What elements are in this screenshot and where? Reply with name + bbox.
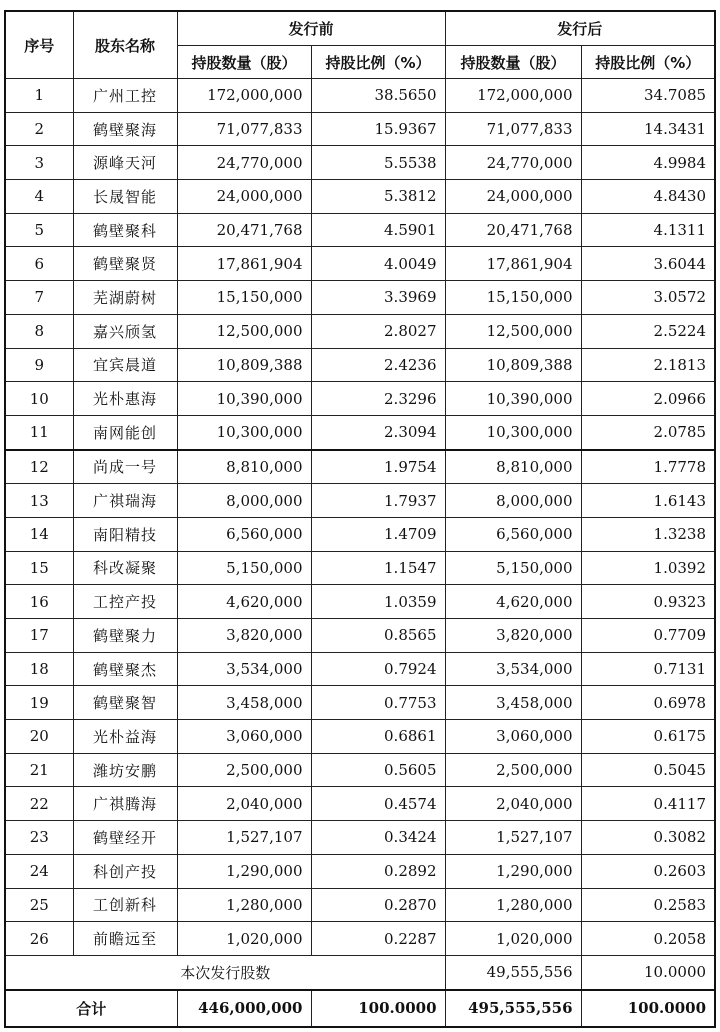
row-before-ratio: 38.5650: [311, 79, 445, 113]
row-name: 鹤壁聚科: [73, 213, 177, 247]
row-after-ratio: 0.6175: [581, 720, 715, 754]
row-name: 工创新科: [73, 888, 177, 922]
shareholding-table-container: [4, 10, 716, 1028]
row-seq: 23: [5, 821, 73, 855]
issue-label: 本次发行股数: [5, 955, 445, 989]
row-after-ratio: 1.7778: [581, 450, 715, 484]
row-before-shares: 1,290,000: [177, 854, 311, 888]
row-name: 宜宾晨道: [73, 348, 177, 382]
table-row: [5, 112, 715, 146]
row-seq: 21: [5, 753, 73, 787]
table-row: [5, 146, 715, 180]
row-after-shares: 4,620,000: [445, 585, 581, 619]
row-seq: 10: [5, 382, 73, 416]
row-before-ratio: 0.5605: [311, 753, 445, 787]
row-after-ratio: 0.7709: [581, 619, 715, 653]
row-after-ratio: 0.3082: [581, 821, 715, 855]
row-after-shares: 3,458,000: [445, 686, 581, 720]
total-before-shares: 446,000,000: [177, 990, 311, 1027]
issue-row: [5, 955, 715, 989]
row-name: 鹤壁聚海: [73, 112, 177, 146]
row-after-ratio: 14.3431: [581, 112, 715, 146]
row-before-ratio: 0.4574: [311, 787, 445, 821]
row-name: 鹤壁聚杰: [73, 652, 177, 686]
table-row: [5, 348, 715, 382]
issue-after-shares: 49,555,556: [445, 955, 581, 989]
row-name: 科改凝聚: [73, 551, 177, 585]
row-before-ratio: 3.3969: [311, 281, 445, 315]
row-name: 尚成一号: [73, 450, 177, 484]
header-before: 发行前: [177, 11, 445, 46]
table-row: [5, 314, 715, 348]
issue-after-ratio: 10.0000: [581, 955, 715, 989]
table-row: [5, 517, 715, 551]
row-before-shares: 12,500,000: [177, 314, 311, 348]
table-row: [5, 213, 715, 247]
row-before-ratio: 2.4236: [311, 348, 445, 382]
row-seq: 13: [5, 484, 73, 518]
row-after-shares: 1,280,000: [445, 888, 581, 922]
row-seq: 5: [5, 213, 73, 247]
row-seq: 18: [5, 652, 73, 686]
table-row: [5, 787, 715, 821]
row-after-shares: 12,500,000: [445, 314, 581, 348]
row-after-shares: 3,820,000: [445, 619, 581, 653]
row-after-shares: 3,060,000: [445, 720, 581, 754]
row-name: 嘉兴颀氢: [73, 314, 177, 348]
total-after-ratio: 100.0000: [581, 990, 715, 1027]
row-name: 科创产投: [73, 854, 177, 888]
row-before-shares: 24,000,000: [177, 180, 311, 214]
row-seq: 20: [5, 720, 73, 754]
row-after-ratio: 1.6143: [581, 484, 715, 518]
table-row: [5, 619, 715, 653]
row-after-shares: 71,077,833: [445, 112, 581, 146]
row-after-ratio: 2.0966: [581, 382, 715, 416]
row-seq: 8: [5, 314, 73, 348]
row-before-shares: 5,150,000: [177, 551, 311, 585]
row-before-ratio: 0.2892: [311, 854, 445, 888]
row-before-ratio: 2.3296: [311, 382, 445, 416]
row-seq: 6: [5, 247, 73, 281]
row-name: 光朴益海: [73, 720, 177, 754]
table-row: [5, 888, 715, 922]
row-after-shares: 20,471,768: [445, 213, 581, 247]
header-seq: 序号: [5, 11, 73, 79]
row-after-ratio: 0.4117: [581, 787, 715, 821]
row-name: 南阳精技: [73, 517, 177, 551]
row-before-shares: 172,000,000: [177, 79, 311, 113]
row-after-shares: 17,861,904: [445, 247, 581, 281]
row-after-shares: 172,000,000: [445, 79, 581, 113]
row-name: 南网能创: [73, 415, 177, 449]
table-row: [5, 79, 715, 113]
header-after-ratio: 持股比例（%）: [581, 46, 715, 79]
row-seq: 16: [5, 585, 73, 619]
row-after-ratio: 4.9984: [581, 146, 715, 180]
row-before-shares: 71,077,833: [177, 112, 311, 146]
row-before-shares: 1,020,000: [177, 922, 311, 956]
row-seq: 19: [5, 686, 73, 720]
table-row: [5, 821, 715, 855]
row-after-shares: 24,000,000: [445, 180, 581, 214]
row-before-shares: 15,150,000: [177, 281, 311, 315]
row-seq: 7: [5, 281, 73, 315]
row-before-shares: 6,560,000: [177, 517, 311, 551]
row-name: 芜湖蔚树: [73, 281, 177, 315]
header-after: 发行后: [445, 11, 715, 46]
row-before-shares: 24,770,000: [177, 146, 311, 180]
row-before-shares: 3,060,000: [177, 720, 311, 754]
table-row: [5, 450, 715, 484]
table-row: [5, 720, 715, 754]
row-name: 广祺瑞海: [73, 484, 177, 518]
row-after-shares: 1,527,107: [445, 821, 581, 855]
row-after-ratio: 2.5224: [581, 314, 715, 348]
row-name: 广州工控: [73, 79, 177, 113]
row-before-ratio: 4.0049: [311, 247, 445, 281]
row-name: 鹤壁聚智: [73, 686, 177, 720]
total-before-ratio: 100.0000: [311, 990, 445, 1027]
row-name: 鹤壁经开: [73, 821, 177, 855]
row-before-shares: 3,534,000: [177, 652, 311, 686]
row-after-shares: 5,150,000: [445, 551, 581, 585]
header-after-shares: 持股数量（股）: [445, 46, 581, 79]
row-before-ratio: 0.7924: [311, 652, 445, 686]
row-seq: 14: [5, 517, 73, 551]
table-row: [5, 247, 715, 281]
header-row-1: [5, 11, 715, 46]
row-after-shares: 24,770,000: [445, 146, 581, 180]
row-after-ratio: 0.9323: [581, 585, 715, 619]
row-after-shares: 2,500,000: [445, 753, 581, 787]
row-before-ratio: 1.9754: [311, 450, 445, 484]
row-before-shares: 17,861,904: [177, 247, 311, 281]
row-before-ratio: 1.7937: [311, 484, 445, 518]
row-seq: 2: [5, 112, 73, 146]
row-after-shares: 10,300,000: [445, 415, 581, 449]
header-name: 股东名称: [73, 11, 177, 79]
table-row: [5, 686, 715, 720]
row-after-ratio: 34.7085: [581, 79, 715, 113]
header-before-shares: 持股数量（股）: [177, 46, 311, 79]
row-name: 鹤壁聚贤: [73, 247, 177, 281]
row-seq: 17: [5, 619, 73, 653]
table-row: [5, 652, 715, 686]
row-seq: 4: [5, 180, 73, 214]
row-before-ratio: 0.3424: [311, 821, 445, 855]
table-row: [5, 585, 715, 619]
row-after-shares: 2,040,000: [445, 787, 581, 821]
table-row: [5, 484, 715, 518]
row-before-shares: 20,471,768: [177, 213, 311, 247]
row-after-ratio: 3.0572: [581, 281, 715, 315]
table-header: [5, 11, 715, 79]
row-before-ratio: 1.0359: [311, 585, 445, 619]
row-after-shares: 1,290,000: [445, 854, 581, 888]
row-name: 源峰天河: [73, 146, 177, 180]
row-before-shares: 4,620,000: [177, 585, 311, 619]
table-body: [5, 79, 715, 1027]
row-name: 广祺腾海: [73, 787, 177, 821]
row-after-ratio: 1.3238: [581, 517, 715, 551]
row-after-ratio: 2.1813: [581, 348, 715, 382]
table-row: [5, 753, 715, 787]
row-after-ratio: 1.0392: [581, 551, 715, 585]
row-before-shares: 8,810,000: [177, 450, 311, 484]
row-seq: 25: [5, 888, 73, 922]
row-after-shares: 6,560,000: [445, 517, 581, 551]
row-name: 长晟智能: [73, 180, 177, 214]
row-before-ratio: 0.2870: [311, 888, 445, 922]
row-before-ratio: 0.8565: [311, 619, 445, 653]
row-before-ratio: 1.1547: [311, 551, 445, 585]
row-after-ratio: 2.0785: [581, 415, 715, 449]
row-after-shares: 1,020,000: [445, 922, 581, 956]
shareholding-table: [4, 10, 716, 1028]
row-after-ratio: 0.2583: [581, 888, 715, 922]
total-label: 合计: [5, 990, 177, 1027]
row-seq: 3: [5, 146, 73, 180]
row-after-ratio: 4.8430: [581, 180, 715, 214]
row-before-shares: 1,527,107: [177, 821, 311, 855]
row-before-ratio: 5.3812: [311, 180, 445, 214]
row-after-ratio: 0.6978: [581, 686, 715, 720]
row-name: 光朴惠海: [73, 382, 177, 416]
row-seq: 22: [5, 787, 73, 821]
row-seq: 9: [5, 348, 73, 382]
row-name: 前瞻远至: [73, 922, 177, 956]
row-after-ratio: 0.5045: [581, 753, 715, 787]
row-after-ratio: 3.6044: [581, 247, 715, 281]
row-before-ratio: 0.2287: [311, 922, 445, 956]
row-seq: 11: [5, 415, 73, 449]
row-before-shares: 8,000,000: [177, 484, 311, 518]
total-row: [5, 990, 715, 1027]
table-row: [5, 281, 715, 315]
row-after-ratio: 0.2058: [581, 922, 715, 956]
row-seq: 1: [5, 79, 73, 113]
row-before-ratio: 2.3094: [311, 415, 445, 449]
row-before-shares: 10,390,000: [177, 382, 311, 416]
row-name: 工控产投: [73, 585, 177, 619]
row-after-shares: 15,150,000: [445, 281, 581, 315]
row-before-shares: 10,809,388: [177, 348, 311, 382]
row-before-ratio: 0.6861: [311, 720, 445, 754]
header-before-ratio: 持股比例（%）: [311, 46, 445, 79]
row-name: 潍坊安鹏: [73, 753, 177, 787]
total-after-shares: 495,555,556: [445, 990, 581, 1027]
table-row: [5, 854, 715, 888]
row-after-ratio: 0.7131: [581, 652, 715, 686]
row-before-shares: 2,040,000: [177, 787, 311, 821]
row-before-ratio: 15.9367: [311, 112, 445, 146]
table-row: [5, 382, 715, 416]
row-seq: 12: [5, 450, 73, 484]
row-seq: 26: [5, 922, 73, 956]
table-row: [5, 415, 715, 449]
row-before-shares: 10,300,000: [177, 415, 311, 449]
row-before-ratio: 4.5901: [311, 213, 445, 247]
row-before-shares: 2,500,000: [177, 753, 311, 787]
row-before-shares: 3,820,000: [177, 619, 311, 653]
row-before-shares: 1,280,000: [177, 888, 311, 922]
row-seq: 15: [5, 551, 73, 585]
row-seq: 24: [5, 854, 73, 888]
table-row: [5, 180, 715, 214]
row-after-shares: 8,810,000: [445, 450, 581, 484]
row-after-shares: 3,534,000: [445, 652, 581, 686]
row-after-shares: 10,390,000: [445, 382, 581, 416]
row-before-ratio: 5.5538: [311, 146, 445, 180]
row-after-ratio: 0.2603: [581, 854, 715, 888]
row-before-ratio: 1.4709: [311, 517, 445, 551]
row-before-ratio: 2.8027: [311, 314, 445, 348]
table-row: [5, 922, 715, 956]
row-after-ratio: 4.1311: [581, 213, 715, 247]
row-after-shares: 10,809,388: [445, 348, 581, 382]
row-before-shares: 3,458,000: [177, 686, 311, 720]
table-row: [5, 551, 715, 585]
row-before-ratio: 0.7753: [311, 686, 445, 720]
row-after-shares: 8,000,000: [445, 484, 581, 518]
row-name: 鹤壁聚力: [73, 619, 177, 653]
